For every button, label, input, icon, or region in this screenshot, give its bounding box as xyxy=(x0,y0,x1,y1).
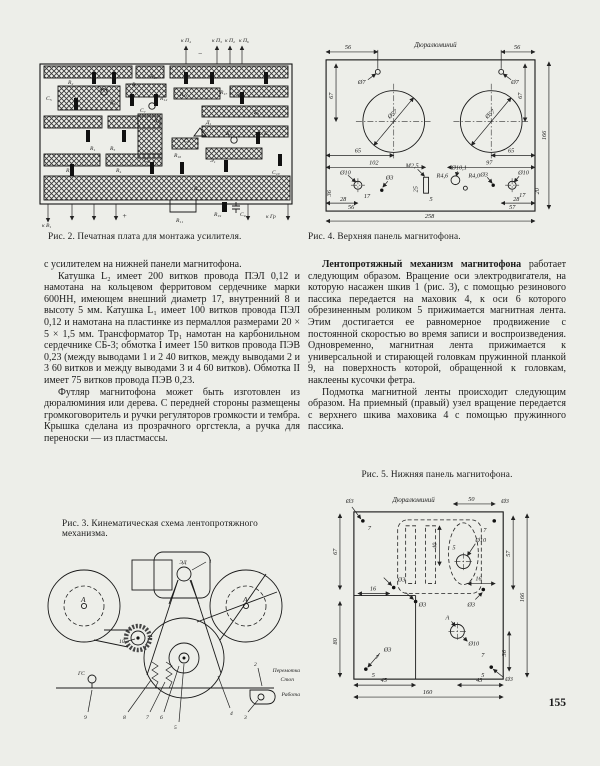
component-label: R₁₂ xyxy=(160,96,168,102)
part-number: 7 xyxy=(146,715,149,721)
top-terminal-arrows xyxy=(181,38,249,64)
paragraph-text: работает следующим образом. Вращение оси электродвигателя, на которую насажен шкив 1 (рис. 3), с помощью резинового пассика передается на маховик 4, к оси 6 которого обрезиненным роликом 5 прижимается магнитная лента. Этим достигается ее равномерное продвижение с постоянной скоростью во время записи и воспроизведения. Одновременно, магнитная лента прижимается к универсальной и стирающей головкам пружинной планкой 9, на поверхность которой, обращенной к головкам, наклеены кусочки фетра. xyxy=(308,259,566,386)
dim-label: 56 xyxy=(344,43,352,51)
material-label: Дюралюминий xyxy=(392,495,435,504)
bottom-terminal-arrows xyxy=(42,204,288,228)
dim-label: Ø10 xyxy=(518,169,529,177)
dim-label: Ø57 xyxy=(483,108,497,121)
dim-label: 7 xyxy=(483,526,487,534)
dim-label: 25 xyxy=(412,186,420,193)
terminal-label: к П₄ xyxy=(181,38,191,44)
dim-label: 57 xyxy=(505,550,513,557)
dim-label: 57 xyxy=(509,204,516,212)
dim-label: 102 xyxy=(369,159,379,167)
dim-label: 40 xyxy=(431,542,439,549)
component-label: C₂ xyxy=(98,85,104,91)
dim-label: 65 xyxy=(354,147,362,155)
dim-label: Ø10 xyxy=(340,169,351,177)
dim-label: 17 xyxy=(519,192,526,200)
page-number: 155 xyxy=(548,697,566,709)
component-label: R₇ xyxy=(132,82,138,88)
component-label: C₉ xyxy=(240,212,246,218)
mode-label: Стоп xyxy=(280,677,294,683)
part-number: 2 xyxy=(254,662,257,668)
reel-label: A xyxy=(243,595,248,604)
terminal-label: к П₃ xyxy=(212,38,222,44)
terminal-label: к В₁ xyxy=(42,223,52,228)
dim-label: 65 xyxy=(507,147,515,155)
part-number: 6 xyxy=(160,715,163,721)
component-label: R₁₀ xyxy=(150,74,158,80)
motor-label: ЭД xyxy=(179,560,187,566)
dim-label: 5 xyxy=(452,544,456,552)
component-label: R₄ xyxy=(116,168,122,174)
dim-label: 7 xyxy=(367,524,371,532)
component-label: R₅ xyxy=(110,146,116,152)
dim-label: 160 xyxy=(422,689,433,697)
fig4-top-panel-drawing xyxy=(306,36,570,228)
dim-label: 166 xyxy=(519,592,527,603)
component-label: R₁₈ xyxy=(194,186,202,192)
center-hole xyxy=(444,614,509,671)
bottom-dims xyxy=(354,677,503,697)
dim-label: Ø7 xyxy=(511,78,519,86)
dim-label: 28 xyxy=(513,196,520,204)
dim-label: 50 xyxy=(468,495,475,503)
left-reel xyxy=(48,570,120,642)
mode-label: Работа xyxy=(281,692,300,698)
large-holes xyxy=(356,84,529,160)
minus-sign: − xyxy=(197,49,203,58)
dim-label: Ø3 xyxy=(480,171,488,179)
paragraph-lead-bold: Лентопротяжный механизм магнитофона xyxy=(322,259,522,270)
fig3-caption: Рис. 3. Кинематическая схема лентопротяжного механизма. xyxy=(62,519,258,539)
paragraph: с усилителем на нижней панели магнитофона. xyxy=(44,259,242,270)
part-numbers xyxy=(77,639,300,731)
component-label: Б₆ xyxy=(254,110,260,116)
part-number: 8 xyxy=(123,715,126,721)
dim-label: 5 xyxy=(371,672,375,680)
component-label: R₁ xyxy=(90,146,96,152)
component-label: Э₂ xyxy=(236,92,242,98)
fig5-bottom-panel-drawing xyxy=(306,490,570,706)
dim-label: 258 xyxy=(424,213,435,221)
dim-label: 7 xyxy=(375,654,379,662)
paragraph: Футляр магнитофона может быть изготовлен из дюралюминия или дерева. С передней стороны размещены громкоговоритель и ручки регуляторов громкости и тембра. Крышка сделана из прозрачного оргстекла, а ручка для переноски — из пластмассы. xyxy=(44,386,300,444)
lever-bar xyxy=(56,662,275,704)
terminal-label: к Гр xyxy=(266,214,276,220)
dim-label: Ø3 xyxy=(397,576,406,584)
part-number: 5 xyxy=(174,725,177,731)
component-label: C₈ xyxy=(144,158,150,164)
paragraph xyxy=(308,259,566,387)
left-text-column xyxy=(44,259,300,445)
dim-label: Ø3 xyxy=(383,646,392,654)
component-label: Б₅ xyxy=(264,131,270,137)
dim-label: 5 xyxy=(429,196,433,204)
component-label: C₅ xyxy=(46,96,52,102)
component-label: К₈ xyxy=(226,131,232,137)
dim-label: Ø10 xyxy=(475,536,487,544)
bottom-dims xyxy=(326,186,541,221)
dim-label: Ø10,1 xyxy=(451,164,467,172)
dim-label: 67 xyxy=(517,92,525,99)
dim-label: 67 xyxy=(328,92,336,99)
dim-label: Ø3 xyxy=(505,676,513,684)
fig2-caption: Рис. 2. Печатная плата для монтажа усилителя. xyxy=(48,232,242,242)
dim-label: R4,6 xyxy=(436,172,449,180)
mid-holes xyxy=(358,576,495,609)
paragraph: Подмотка магнитной ленты происходит следующим образом. На приемный (правый) узел вращение передается с верхнего шкива маховика 4 с помощью пружинного пассика. xyxy=(308,386,566,433)
dim-label: 80 xyxy=(331,638,339,645)
plus-sign: + xyxy=(122,211,128,220)
belts xyxy=(94,574,277,675)
dim-label: 56 xyxy=(347,204,355,212)
copper-traces xyxy=(44,66,290,200)
dim-label: 17 xyxy=(363,193,371,201)
component-label: R₁₉ xyxy=(214,212,222,218)
component-label: R₃ xyxy=(66,168,72,174)
bottom-holes xyxy=(339,162,530,193)
terminal-label: к П₆ xyxy=(239,38,249,44)
part-number: 1 xyxy=(209,559,212,565)
fig2-circuit-board-drawing xyxy=(34,36,302,228)
dim-label: Ø10 xyxy=(468,640,480,648)
dim-label: R4,0 xyxy=(468,172,480,180)
dim-label: 166 xyxy=(540,130,548,141)
material-label: Дюралюминий xyxy=(414,40,457,49)
paragraph: Катушка L₂ имеет 200 витков провода ПЭЛ 0,12 и намотана на кольцевом ферритовом сердечнике марки 600НН, имеющем внешний диаметр 17, внутренний 8 и высоту 5 мм. Катушка L₁ имеет 100 витков провода ПЭЛ 0,12 и намотана на пластинке из пермаллоя размерами 20 × 5 × 1,5 мм. Трансформатор Тр₁ намотан на карбонильном сердечнике СБ-3; обмотка I имеет 150 витков провода ПЭВ 0,23 (между выводами 1 и 2 40 витков, между выводами 2 и 3 60 витков и между выводами 3 и 4 60 витков). Обмотка II имеет 75 витков провода ПЭВ 0,23. xyxy=(44,270,300,386)
dim-label: Ø3 xyxy=(501,497,509,505)
dim-label: 36 xyxy=(326,190,334,197)
dim-label: Ø57 xyxy=(386,108,400,121)
component-label: C₇ xyxy=(184,138,190,144)
dim-label: 16 xyxy=(475,575,482,583)
terminal-label: к П₂ xyxy=(225,38,235,44)
right-reel xyxy=(210,570,282,642)
component-label: C₇ xyxy=(140,108,146,114)
dim-label: Ø3 xyxy=(345,497,354,505)
top-dims xyxy=(326,44,535,86)
component-label: R₆ xyxy=(110,100,116,106)
component-label: C₁₀ xyxy=(272,170,280,176)
right-text-column xyxy=(308,259,566,433)
dim-label: 43 xyxy=(476,677,483,685)
dim-label: 20 xyxy=(533,188,541,195)
dim-label: 36 xyxy=(501,650,509,657)
mode-label: Перемотка xyxy=(272,668,300,674)
component-label: R₂ xyxy=(68,80,74,86)
dim-label: 56 xyxy=(513,43,521,51)
fig4-caption: Рис. 4. Верхняя панель магнитофона. xyxy=(308,232,461,242)
dim-label: Ø3 xyxy=(385,174,394,182)
part-number: 4 xyxy=(230,711,233,717)
dim-label: Ø3 xyxy=(467,601,476,609)
component-label: R₁₆ xyxy=(174,153,182,159)
dim-label: Ø7 xyxy=(357,78,366,86)
component-label: Э₁ xyxy=(210,158,216,164)
fig5-caption: Рис. 5. Нижняя панель магнитофона. xyxy=(361,470,513,480)
component-label: R₁₃ xyxy=(180,92,188,98)
motor xyxy=(132,552,212,604)
inner-lines xyxy=(354,596,416,680)
fig3-kinematic-drawing xyxy=(34,548,302,734)
component-label: R₁₇ xyxy=(220,90,228,96)
dim-label: 5 xyxy=(481,672,485,680)
reel-label: A xyxy=(81,595,86,604)
dim-label: 28 xyxy=(340,196,347,204)
dim-label: 16 xyxy=(369,585,377,593)
component-label: R₉ xyxy=(154,118,160,124)
dim-label: Ø3 xyxy=(418,601,427,609)
motor-mount-outline xyxy=(398,520,487,594)
part-number: 3 xyxy=(244,715,247,721)
dim-label: 67 xyxy=(331,548,339,555)
dim-label: 7 xyxy=(481,652,485,660)
dim-label: М2,5 xyxy=(405,162,419,170)
component-label: R₁₁ xyxy=(176,218,184,224)
dim-label: 97 xyxy=(486,159,493,167)
part-number: 9 xyxy=(84,715,87,721)
dim-label: 45 xyxy=(380,677,387,685)
part-number: 10 xyxy=(119,639,125,645)
dim-label: A xyxy=(445,614,450,622)
part-label: ГС xyxy=(78,671,85,677)
component-label: Д₁ xyxy=(206,120,212,126)
